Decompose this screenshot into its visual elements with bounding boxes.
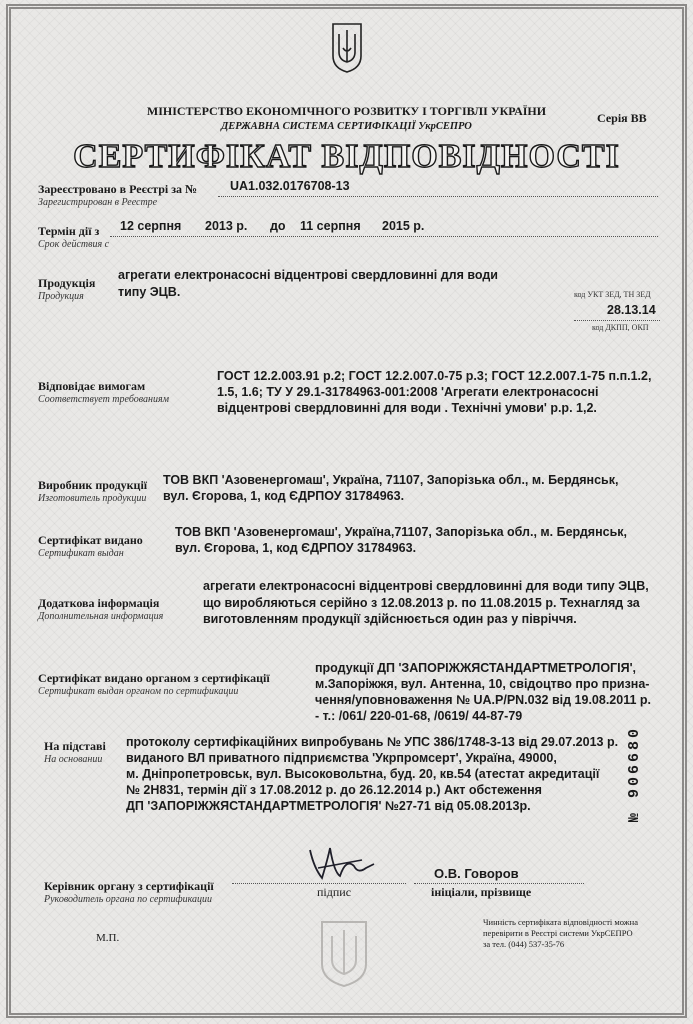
additional-info-line-1: агрегати електронасосні відцентрові свердловинні для води типу ЭЦВ, [203, 579, 649, 593]
basis-line-2: виданого ВЛ приватного підприємства 'Укрпромсерт', Україна, 49000, [126, 751, 557, 765]
issued-to-label: Сертифікат видано [38, 533, 143, 547]
additional-info-label: Додаткова інформація [38, 596, 160, 610]
name-underline [414, 883, 584, 884]
footer-note [483, 917, 638, 950]
manufacturer-label: Виробник продукції [38, 478, 148, 492]
issuer-line-2: м.Запоріжжя, вул. Антенна, 10, свідоцтво про призна- [315, 677, 650, 691]
issued-to-label-ru: Сертификат выдан [38, 548, 124, 559]
basis-line-3: м. Дніпропетровськ, вул. Высоковольтна, буд. 20, кв.54 (атестат акредитації [126, 767, 600, 781]
issued-to-line-2: вул. Єгорова, 1, код ЄДРПОУ 31784963. [175, 541, 417, 555]
product-code-caption-bottom: код ДКПП, ОКП [592, 323, 649, 332]
requirements-line-1: ГОСТ 12.2.003.91 р.2; ГОСТ 12.2.007.0-75 р.3; ГОСТ 12.2.007.1-75 п.п.1.2, [217, 369, 652, 383]
basis-line-1: протоколу сертифікаційних випробувань № УПС 386/1748-3-13 від 29.07.2013 р. [126, 735, 619, 749]
product-code-caption-top: код УКТ ЗЕД, ТН ЗЕД [574, 290, 651, 299]
signature-label: Керівник органу з сертифікації [44, 879, 214, 893]
name-caption: ініціали, прізвище [431, 885, 532, 899]
ministry-heading: МІНІСТЕРСТВО ЕКОНОМІЧНОГО РОЗВИТКУ І ТОРГІВЛІ УКРАЇНИ [146, 104, 547, 118]
registry-label-ru: Зарегистрирован в Реестре [38, 197, 158, 208]
registry-underline [218, 196, 658, 197]
issuer-label-ru: Сертификат выдан органом по сертификации [38, 686, 239, 697]
signature-underline [232, 883, 406, 884]
issuer-line-1: продукції ДП 'ЗАПОРІЖЖЯСТАНДАРТМЕТРОЛОГІЯ', [315, 661, 637, 675]
basis-label-ru: На основании [44, 754, 103, 765]
term-from-year: 2013 р. [205, 219, 248, 233]
trident-emblem-icon [331, 22, 363, 74]
requirements-line-3: відцентрові свердловинні для води . Технічні умови' р.р. 1,2. [217, 401, 597, 415]
product-label: Продукція [38, 276, 96, 290]
serial-prefix: № [626, 809, 643, 822]
series-label: Серія ВВ [597, 111, 647, 125]
term-to-day: 11 серпня [300, 219, 361, 233]
footer-line-3: за тел. (044) 537-35-76 [483, 939, 565, 949]
issued-to-line-1: ТОВ ВКП 'Азовенергомаш', Україна,71107, Запорізька обл., м. Бердянськ, [175, 525, 627, 539]
term-from-day: 12 серпня [120, 219, 182, 233]
additional-info-line-2: що виробляються серійно з 12.08.2013 р. по 11.08.2015 р. Технагляд за [203, 596, 640, 610]
term-to-word: до [270, 219, 286, 233]
requirements-line-2: 1.5, 1.6; ТУ У 29.1-31784963-001:2008 'Агрегати електронасосні [217, 385, 599, 399]
term-label-ru: Срок действия с [38, 239, 110, 250]
additional-info-label-ru: Дополнительная информация [38, 611, 164, 622]
issuer-line-3: чення/уповноваження № UA.P/PN.032 від 19.08.2011 р. [315, 693, 651, 707]
stamp-place-label: М.П. [96, 932, 120, 944]
system-heading: ДЕРЖАВНА СИСТЕМА СЕРТИФІКАЦІЇ УкрСЕПРО [221, 121, 472, 132]
signature-label-ru: Руководитель органа по сертификации [44, 894, 213, 905]
footer-line-1: Чинність сертифіката відповідності можна [483, 917, 639, 927]
requirements-label-ru: Соответствует требованиям [38, 394, 169, 405]
basis-line-4: № 2Н831, термін дії з 17.08.2012 р. до 26.12.2014 р.) Акт обстеження [126, 783, 542, 797]
handwritten-signature-icon [300, 838, 380, 888]
product-code: 28.13.14 [607, 303, 656, 317]
registry-label: Зареєстровано в Реєстрі за № [38, 182, 198, 196]
registry-number: UA1.032.0176708-13 [230, 179, 350, 193]
additional-info-line-3: виготовленням продукції здійснюється один раз у півріччя. [203, 612, 577, 626]
basis-line-5: ДП 'ЗАПОРІЖЖЯСТАНДАРТМЕТРОЛОГІЯ' №27-71 від 05.08.2013р. [126, 799, 531, 813]
product-code-underline [574, 320, 660, 321]
product-line-1: агрегати електронасосні відцентрові свердловинні для води [118, 268, 498, 282]
term-label: Термін дії з [38, 224, 100, 238]
basis-label: На підставі [44, 739, 106, 753]
serial-number-vertical [626, 726, 643, 822]
term-to-year: 2015 р. [382, 219, 425, 233]
issuer-line-4: - т.: /061/ 220-01-68, /0619/ 44-87-79 [315, 709, 523, 723]
term-underline [110, 236, 658, 237]
manufacturer-line-1: ТОВ ВКП 'Азовенергомаш', Україна, 71107, Запорізька обл., м. Бердянськ, [163, 473, 619, 487]
manufacturer-label-ru: Изготовитель продукции [38, 493, 147, 504]
footer-line-2: перевірити в Реєстрі системи УкрСЕПРО [483, 928, 633, 938]
issuer-label: Сертифікат видано органом з сертифікації [38, 671, 270, 685]
certificate-title: СЕРТИФІКАТ ВІДПОВІДНОСТІ [73, 138, 620, 175]
product-label-ru: Продукция [38, 291, 84, 302]
signatory-name: О.В. Говоров [434, 866, 519, 881]
serial-number: 906680 [626, 725, 643, 798]
manufacturer-line-2: вул. Єгорова, 1, код ЄДРПОУ 31784963. [163, 489, 405, 503]
requirements-label: Відповідає вимогам [38, 379, 146, 393]
watermark-emblem-icon [318, 918, 370, 990]
signature-caption: підпис [317, 885, 352, 899]
product-line-2: типу ЭЦВ. [118, 285, 181, 299]
